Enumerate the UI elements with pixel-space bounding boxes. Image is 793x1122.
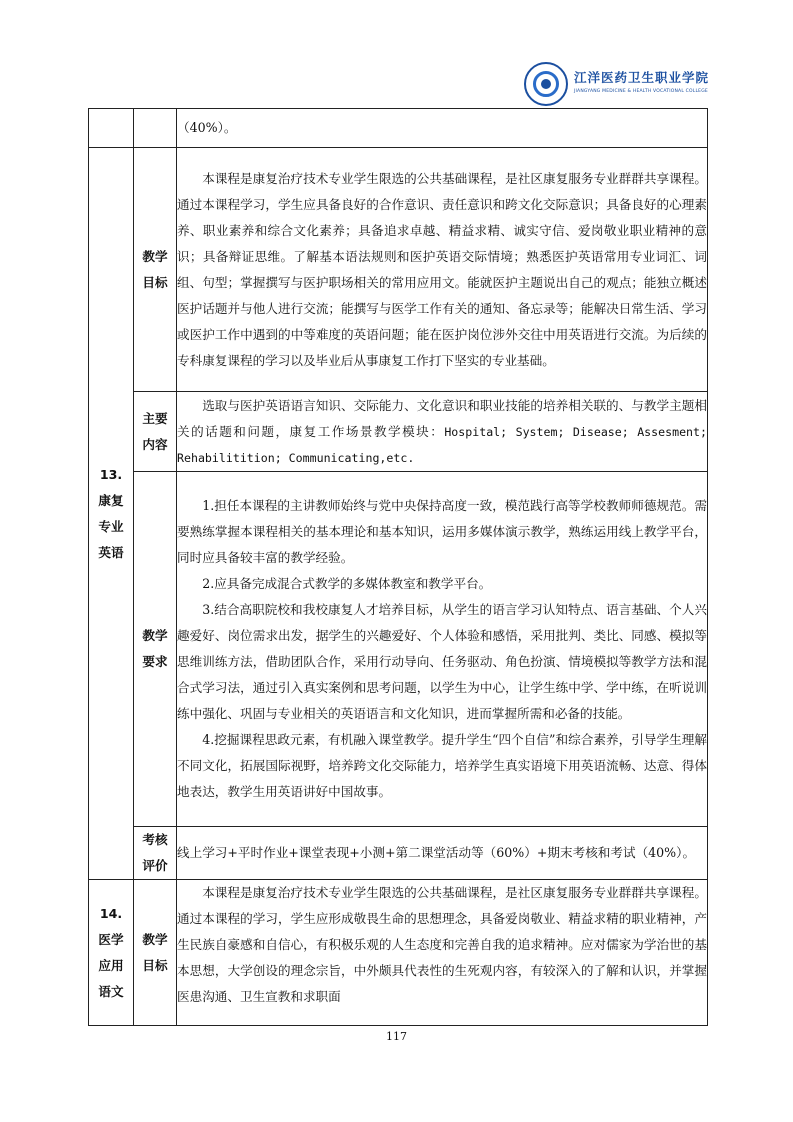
course-cell-empty (89, 109, 134, 148)
assessment-content: 线上学习+平时作业+课堂表现+小测+第二课堂活动等（60%）+期末考核和考试（40%）。 (177, 827, 708, 880)
content-cell (177, 109, 708, 148)
school-name: 江洋医药卫生职业学院 (574, 70, 710, 85)
page-number: 117 (386, 1030, 407, 1043)
requirement-item: 1.担任本课程的主讲教师始终与党中央保持高度一致，模范践行高等学校教师师德规范。需要熟练掌握本课程相关的基本理论和基本知识，运用多媒体演示教学，熟练运用线上教学平台，同时应具备较丰富的教学经验。 (177, 498, 707, 565)
school-emblem-icon (524, 62, 568, 106)
requirements-content (177, 472, 708, 827)
main-content (177, 392, 708, 472)
label-objectives-14: 教学 目标 (134, 880, 177, 1026)
label-cell-empty (134, 109, 177, 148)
objectives-content-14: 本课程是康复治疗技术专业学生限选的公共基础课程，是社区康复服务专业群群共享课程。通过本课程的学习，学生应形成敬畏生命的思想理念，具备爱岗敬业、精益求精的职业精神，产生民族自豪感和自信心，有积极乐观的人生态度和完善自我的追求精神。应对儒家为学治世的基本思想，大学创设的理念宗旨，中外颇具代表性的生死观内容，有较深入的了解和认识，并掌握医患沟通、卫生宣教和求职面 (177, 880, 708, 1026)
table-row (89, 148, 708, 392)
table-row (89, 880, 708, 1026)
requirement-item: 3.结合高职院校和我校康复人才培养目标，从学生的语言学习认知特点、语言基础、个人兴趣爱好、岗位需求出发，据学生的兴趣爱好、个人体验和感悟，采用批判、类比、同感、模拟等思维训练方法，借助团队合作，采用行动导向、任务驱动、角色扮演、情境模拟等教学方法和混合式学习法，通过引入真实案例和思考问题，以学生为中心，让学生练中学、学中练，在听说训练中强化、巩固与专业相关的英语语言和文化知识，进而掌握所需和必备的技能。 (177, 602, 707, 721)
curriculum-table (88, 108, 708, 1026)
requirement-item: 4.挖掘课程思政元素，有机融入课堂教学。提升学生“四个自信”和综合素养，引导学生理解不同文化，拓展国际视野，培养跨文化交际能力，培养学生真实语境下用英语流畅、达意、得体地表达，教学生用英语讲好中国故事。 (177, 732, 707, 799)
continued-text: （40%）。 (177, 120, 237, 135)
school-logo (524, 62, 724, 108)
table-row (89, 472, 708, 827)
course-name-14: 14. 医学 应用 语文 (89, 880, 134, 1026)
content-modules-en: Hospital; System; Disease; Assesment; Rehabilitition; Communicating,etc. (177, 424, 707, 465)
course-name-13: 13. 康复 专业 英语 (89, 148, 134, 880)
label-requirements: 教学 要求 (134, 472, 177, 827)
school-name-en: JIANGYANG MEDICINE & HEALTH VOCATIONAL COLLEGE (574, 89, 708, 94)
table-row (89, 827, 708, 880)
label-content: 主要 内容 (134, 392, 177, 472)
content-text-cn: 选取与医护英语语言知识、交际能力、文化意识和职业技能的培养相关联的、与教学主题相关的话题和问题，康复工作场景教学模块： (177, 397, 707, 439)
label-objectives: 教学 目标 (134, 148, 177, 392)
objectives-content: 本课程是康复治疗技术专业学生限选的公共基础课程，是社区康复服务专业群群共享课程。通过本课程学习，学生应具备良好的合作意识、责任意识和跨文化交际意识；具备良好的心理素养、职业素养和综合文化素养；具备追求卓越、精益求精、诚实守信、爱岗敬业职业精神的意识；具备辩证思维。了解基本语法规则和医护英语交际情境；熟悉医护英语常用专业词汇、词组、句型；掌握撰写与医护职场相关的常用应用文。能就医护主题说出自己的观点；能独立概述医护话题并与他人进行交流；能撰写与医学工作有关的通知、备忘录等；能解决日常生活、学习或医护工作中遇到的中等难度的英语问题；能在医护岗位涉外交往中用英语进行交流。为后续的专科康复课程的学习以及毕业后从事康复工作打下坚实的专业基础。 (177, 148, 708, 392)
table-row (89, 109, 708, 148)
table-row (89, 392, 708, 472)
label-assessment: 考核 评价 (134, 827, 177, 880)
requirement-item: 2.应具备完成混合式教学的多媒体教室和教学平台。 (202, 576, 492, 591)
